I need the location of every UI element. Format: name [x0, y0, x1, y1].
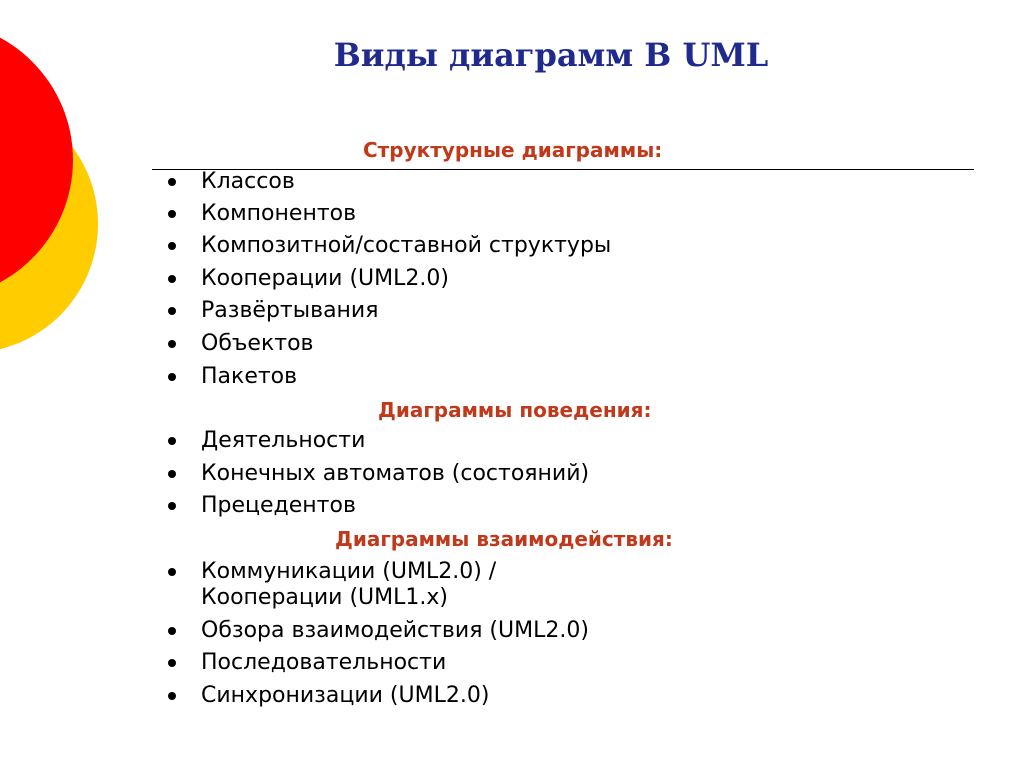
bullet-icon: [168, 275, 176, 283]
list-item: Композитной/составной структуры: [201, 233, 612, 258]
section-heading-structural: Структурные диаграммы:: [363, 138, 663, 162]
bullet-icon: [168, 210, 176, 218]
list-item: Классов: [201, 169, 295, 194]
bullet-icon: [168, 373, 176, 381]
bullet-icon: [168, 502, 176, 510]
list-item: Коммуникации (UML2.0) /: [201, 559, 497, 584]
list-item: Развёртывания: [201, 298, 379, 323]
list-item: Обзора взаимодействия (UML2.0): [201, 618, 589, 643]
list-item: Конечных автоматов (состояний): [201, 461, 590, 486]
bullet-icon: [168, 178, 176, 186]
list-item: Объектов: [201, 331, 314, 356]
list-item-continuation: Кооперации (UML1.x): [201, 585, 448, 610]
bullet-icon: [168, 568, 176, 576]
slide-title: Виды диаграмм В UML: [333, 36, 769, 74]
bullet-icon: [168, 470, 176, 478]
list-item: Деятельности: [201, 428, 366, 453]
list-item: Синхронизации (UML2.0): [201, 683, 490, 708]
section-heading-interaction: Диаграммы взаимодействия:: [335, 527, 673, 551]
bullet-icon: [168, 307, 176, 315]
section-heading-behavior: Диаграммы поведения:: [378, 398, 652, 422]
list-item: Пакетов: [201, 364, 298, 389]
list-item: Кооперации (UML2.0): [201, 266, 449, 291]
list-item: Прецедентов: [201, 493, 356, 518]
bullet-icon: [168, 692, 176, 700]
bullet-icon: [168, 659, 176, 667]
bullet-icon: [168, 242, 176, 250]
list-item: Компонентов: [201, 201, 357, 226]
bullet-icon: [168, 340, 176, 348]
bullet-icon: [168, 627, 176, 635]
list-item: Последовательности: [201, 650, 447, 675]
bullet-icon: [168, 437, 176, 445]
